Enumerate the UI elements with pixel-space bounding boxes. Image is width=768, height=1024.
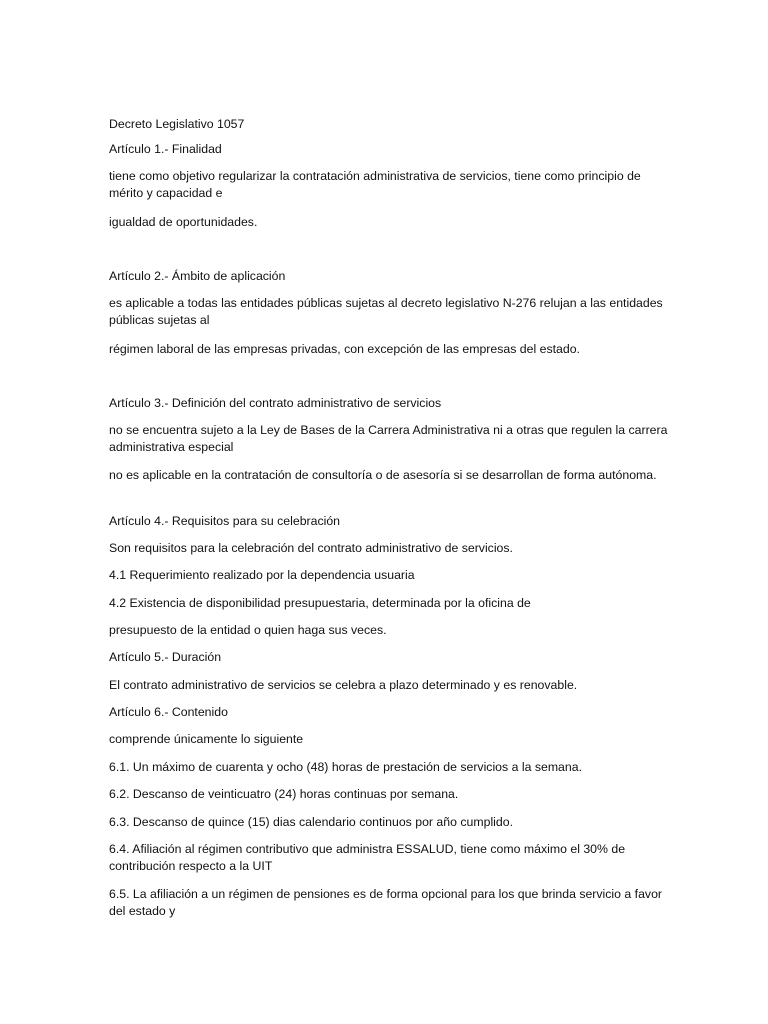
list-item: 6.1. Un máximo de cuarenta y ocho (48) horas de prestación de servicios a la semana. (109, 760, 582, 774)
paragraph: Son requisitos para la celebración del contrato administrativo de servicios. (109, 541, 513, 555)
article-heading: Artículo 5.- Duración (109, 650, 222, 664)
list-item: 6.4. Afiliación al régimen contributivo que administra ESSALUD, tiene como máximo el 30% de contribución respecto a la UIT (109, 842, 626, 873)
document-title: Decreto Legislativo 1057 (109, 117, 245, 131)
article-heading: Artículo 2.- Ámbito de aplicación (109, 269, 286, 283)
paragraph: no es aplicable en la contratación de consultoría o de asesoría si se desarrollan de forma autónoma. (109, 468, 657, 482)
paragraph: no se encuentra sujeto a la Ley de Bases de la Carrera Administrativa ni a otras que regulen la carrera administrativa especial (109, 423, 668, 454)
paragraph: El contrato administrativo de servicios se celebra a plazo determinado y es renovable. (109, 678, 578, 692)
article-heading: Artículo 6.- Contenido (109, 705, 228, 719)
list-item: 4.2 Existencia de disponibilidad presupuestaria, determinada por la oficina de (109, 596, 531, 610)
article-heading: Artículo 3.- Definición del contrato administrativo de servicios (109, 396, 442, 410)
paragraph: igualdad de oportunidades. (109, 215, 258, 229)
paragraph: es aplicable a todas las entidades públicas sujetas al decreto legislativo N-276 relujan a las entidades públicas sujetas al (109, 296, 663, 327)
article-heading: Artículo 4.- Requisitos para su celebración (109, 514, 341, 528)
paragraph: régimen laboral de las empresas privadas, con excepción de las empresas del estado. (109, 342, 580, 356)
list-item: 6.2. Descanso de veinticuatro (24) horas continuas por semana. (109, 787, 459, 801)
paragraph: tiene como objetivo regularizar la contratación administrativa de servicios, tiene como principio de mérito y capacidad e (109, 169, 641, 200)
paragraph: presupuesto de la entidad o quien haga sus veces. (109, 623, 387, 637)
list-item: 6.5. La afiliación a un régimen de pensiones es de forma opcional para los que brinda servicio a favor del estado y (109, 887, 663, 918)
article-heading: Artículo 1.- Finalidad (109, 142, 222, 156)
paragraph: comprende únicamente lo siguiente (109, 732, 304, 746)
list-item: 6.3. Descanso de quince (15) dias calendario continuos por año cumplido. (109, 815, 513, 829)
list-item: 4.1 Requerimiento realizado por la dependencia usuaria (109, 568, 415, 582)
